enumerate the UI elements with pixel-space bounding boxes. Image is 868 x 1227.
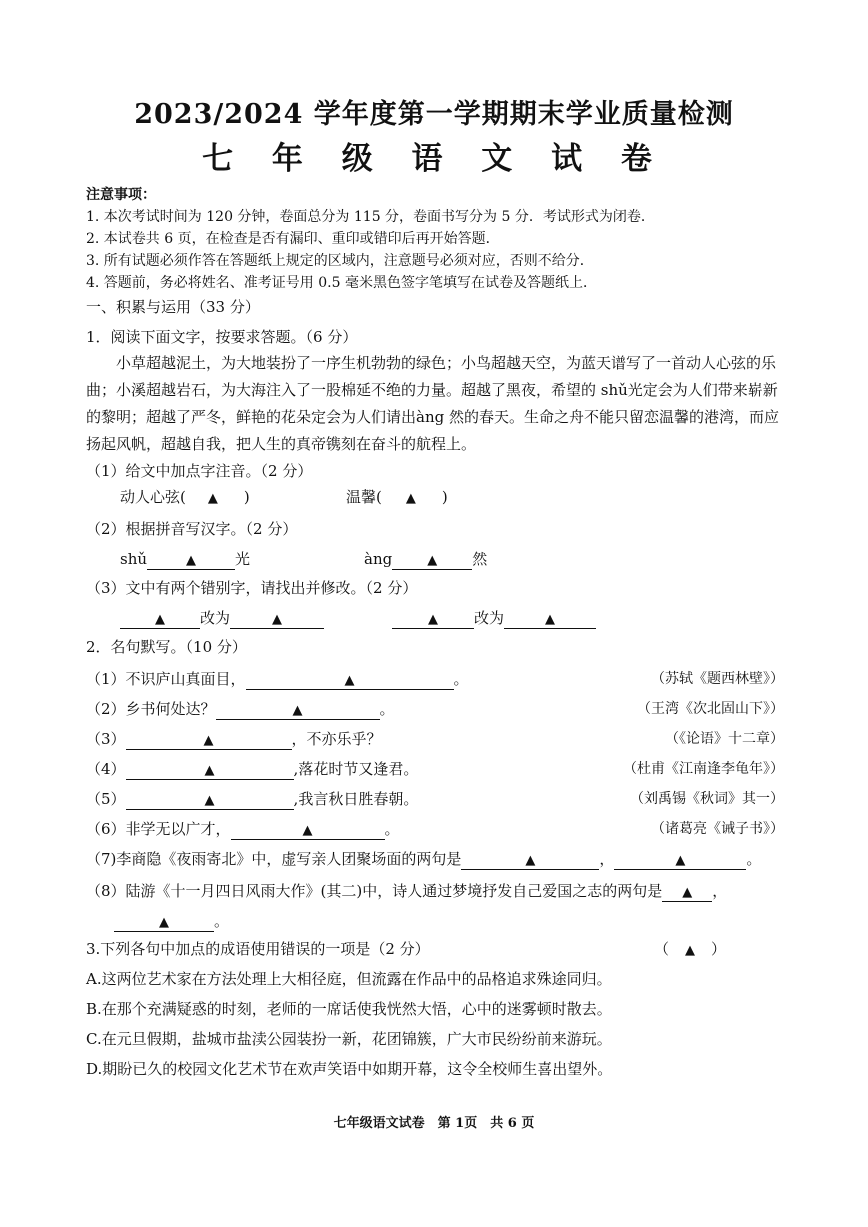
poem-line: （3） ▲ ，不亦乐乎？ [86,730,382,748]
answer-mark: ▲ [525,853,536,868]
answer-mark: ▲ [204,793,215,808]
q1-sub3: （3）文中有两个错别字，请找出并修改。（2 分） [86,579,418,597]
answer-mark: ▲ [545,612,556,627]
poem-source: （苏轼《题西林壁》） [651,671,784,687]
answer-mark: ▲ [675,853,686,868]
answer-mark: ▲ [159,915,169,930]
notes-heading: 注意事项： [86,187,156,203]
q1-sub1-item-b: 温馨( ▲ ) [346,488,448,506]
poem-source: （《论语》十二章） [665,731,784,747]
q3-option-c: C.在元旦假期，盐城市盐渎公园装扮一新，花团锦簇，广大市民纷纷前来游玩。 [86,1030,612,1048]
answer-mark: ▲ [207,491,218,506]
answer-mark: ▲ [302,823,313,838]
question-1-stem: 1．阅读下面文字，按要求答题。（6 分） [86,328,358,346]
poem-line-8: （8）陆游《十一月四日风雨大作》(其二)中，诗人通过梦境抒发自己爱国之志的两句是 ▲ ， [86,882,728,900]
poem-line: （4） ▲ ,落花时节又逢君。 [86,760,419,778]
exam-subtitle: 七 年 级 语 文 试 卷 [202,141,666,177]
poem-line: （5） ▲ ,我言秋日胜春朝。 [86,790,419,808]
page-footer: 七年级语文试卷 第 1页 共 6 页 [333,1116,535,1131]
question-2-stem: 2．名句默写。（10 分） [86,638,247,656]
poem-source: （刘禹锡《秋词》其一） [630,791,784,807]
q3-option-a: A.这两位艺术家在方法处理上大相径庭，但流露在作品中的品格追求殊途同归。 [86,970,612,988]
section-heading: 一、积累与运用（33 分） [86,298,260,316]
answer-mark: ▲ [155,612,165,627]
poem-line: （6）非学无以广才， ▲ 。 [86,820,400,838]
q1-sub2-item-b: àng ▲ 然 [364,550,488,568]
answer-mark: ▲ [685,943,696,958]
q1-sub1-item-a: 动人心弦( ▲ ) [120,488,250,506]
answer-mark: ▲ [292,703,303,718]
note-item: 2. 本试卷共 6 页，在检查是否有漏印、重印或错印后再开始答题． [86,231,500,247]
q3-option-b: B.在那个充满疑惑的时刻，老师的一席话使我恍然大悟，心中的迷雾顿时散去。 [86,1000,612,1018]
poem-line: （1）不识庐山真面目， ▲ 。 [86,670,469,688]
question-1-passage: 小草超越泥土，为大地装扮了一序生机勃勃的绿色；小鸟超越天空，为蓝天谱写了一首动人心弦的乐曲；小溪超越岩石，为大海注入了一股棉延不绝的力量。超越了黑夜，希望的 shǔ光定会为人们带来崭新的黎明；超越了严冬，鲜艳的花朵定会为人们请出àng 然的春天。生命之舟不能只留恋温馨的港湾，而应扬起风帆，超越自我，把人生的真帝镌刻在奋斗的航程上。 [86,354,779,453]
answer-mark: ▲ [682,885,693,900]
q1-sub3-pair-a: ▲ 改为 ▲ [120,607,324,629]
answer-mark: ▲ [186,553,197,568]
q3-option-d: D.期盼已久的校园文化艺术节在欢声笑语中如期开幕，这令全校师生喜出望外。 [86,1060,613,1078]
poem-source: （杜甫《江南逢李龟年》） [623,761,784,777]
poem-line-7: （7)李商隐《夜雨寄北》中，虚写亲人团聚场面的两句是 ▲ ， ▲ 。 [86,850,762,868]
answer-mark: ▲ [204,763,215,778]
answer-mark: ▲ [203,733,214,748]
answer-mark: ▲ [427,553,438,568]
question-3-stem: 3.下列各句中加点的成语使用错误的一项是（2 分） [86,940,430,958]
q1-sub2: （2）根据拼音写汉字。（2 分） [86,520,298,538]
note-item: 3. 所有试题必须作答在答题纸上规定的区域内，注意题号必须对应，否则不给分． [86,253,594,269]
poem-line-8-cont: ▲ 。 [114,910,229,932]
q1-sub2-item-a: shǔ ▲ 光 [120,550,251,568]
answer-mark: ▲ [428,612,438,627]
q1-sub1: （1）给文中加点字注音。（2 分） [86,462,313,480]
poem-source: （王湾《次北固山下》） [637,701,784,717]
answer-mark: ▲ [405,491,416,506]
answer-mark: ▲ [272,612,283,627]
note-item: 1. 本次考试时间为 120 分钟，卷面总分为 115 分，卷面书写分为 5 分．考试形式为闭卷． [86,209,655,225]
q1-sub3-pair-b: ▲ 改为 ▲ [392,607,596,629]
poem-source: （诸葛亮《诫子书》） [651,821,784,837]
q3-answer-slot: （ ▲ ） [654,940,727,958]
note-item: 4. 答题前，务必将姓名、准考证号用 0.5 毫米黑色签字笔填写在试卷及答题纸上． [86,275,597,291]
poem-line: （2）乡书何处达？ ▲ 。 [86,700,395,718]
exam-title: 2023/2024 学年度第一学期期末学业质量检测 [134,99,734,130]
answer-mark: ▲ [344,673,355,688]
